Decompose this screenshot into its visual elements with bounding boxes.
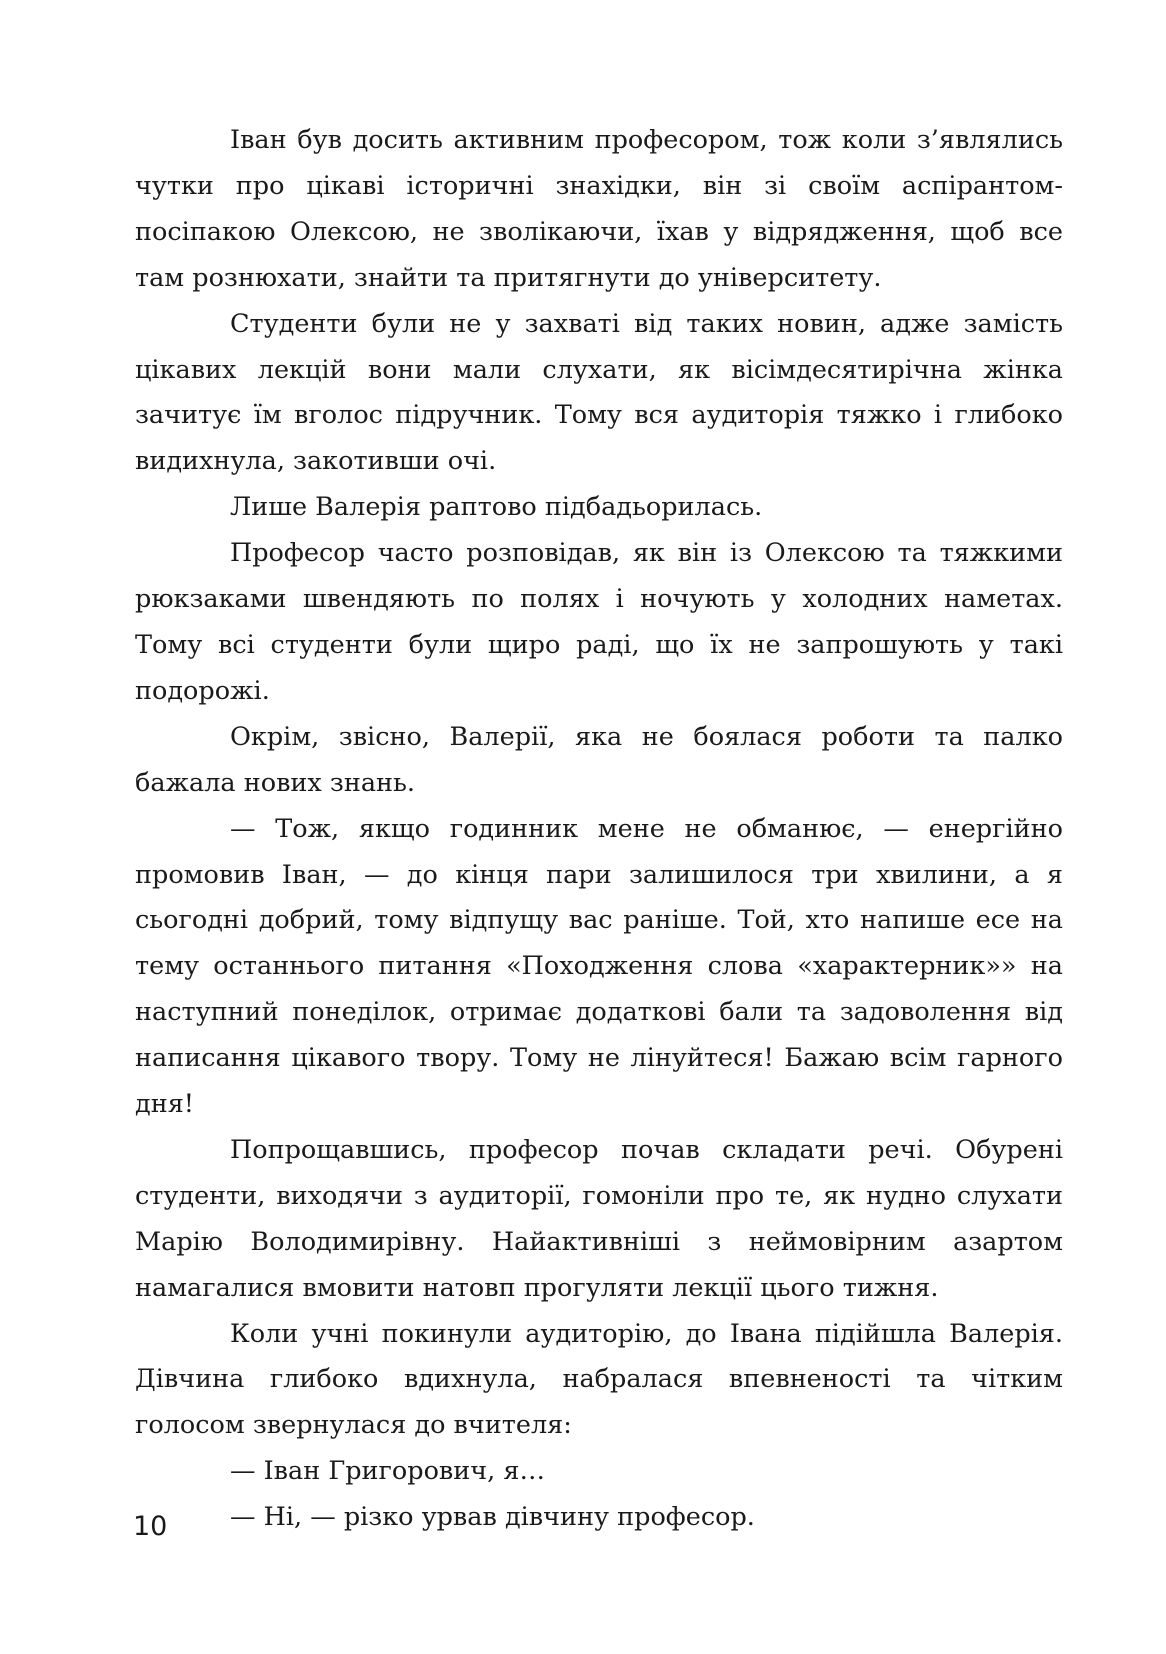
paragraph-1: Іван був досить активним професором, тож коли з’являлись чутки про цікаві історичні знахідки, він зі своїм аспірантом-посіпакою Олексою, не зволікаючи, їхав у відрядження, щоб все там рознюхати, знайти та притягнути до університету. — [135, 125, 1063, 293]
body-text — [135, 118, 1063, 1541]
paragraph-9: — Іван Григорович, я… — [230, 1456, 545, 1487]
page-number: 10 — [133, 1511, 168, 1542]
paragraph-4: Професор часто розповідав, як він із Олексою та тяжкими рюкзаками швендяють по полях і ночують у холодних наметах. Тому всі студенти були щиро раді, що їх не запрошують у такі подорожі. — [135, 538, 1063, 706]
paragraph-2: Студенти були не у захваті від таких новин, адже замість цікавих лекцій вони мали слухати, як вісімдесятирічна жінка зачитує їм вголос підручник. Тому вся аудиторія тяжко і глибоко видихнула, закотивши очі. — [135, 308, 1063, 477]
paragraph-5: Окрім, звісно, Валерії, яка не боялася роботи та палко бажала нових знань. — [135, 721, 1063, 798]
paragraph-3: Лише Валерія раптово підбадьорилась. — [230, 492, 763, 523]
paragraph-7: Попрощавшись, професор почав складати речі. Обурені студенти, виходячи з аудиторії, гомоніли про те, як нудно слухати Марію Володимирівну. Найактивніші з неймовірним азартом намагалися вмовити натовп прогуляти лекції цього тижня. — [135, 1134, 1063, 1303]
paragraph-10: — Ні, — різко урвав дівчину професор. — [230, 1502, 755, 1533]
paragraph-6: — Тож, якщо годинник мене не обманює, — енергійно промовив Іван, — до кінця пари залишилося три хвилини, а я сьогодні добрий, тому відпущу вас раніше. Той, хто напише есе на тему останнього питання «Походження слова «характерник»» на наступний понеділок, отримає додаткові бали та задоволення від написання цікавого твору. Тому не лінуйтеся! Бажаю всім гарного дня! — [135, 813, 1063, 1120]
paragraph-8: Коли учні покинули аудиторію, до Івана підійшла Валерія. Дівчина глибоко вдихнула, набралася впевненості та чітким голосом звернулася до вчителя: — [135, 1318, 1063, 1441]
